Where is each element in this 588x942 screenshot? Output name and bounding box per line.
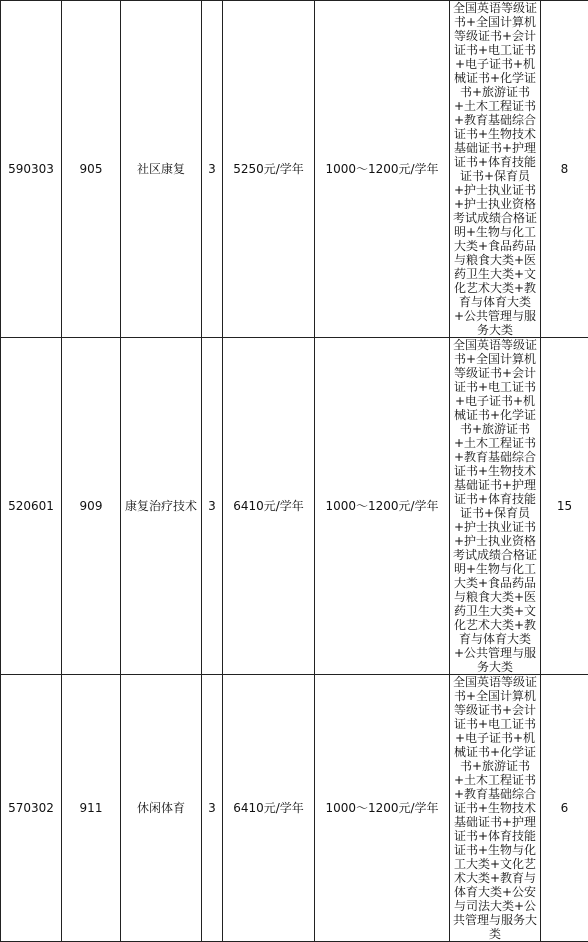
major-name-cell: 康复治疗技术 — [121, 338, 202, 675]
table-row — [1, 1, 588, 338]
plan-count-cell: 15 — [541, 338, 588, 675]
tuition-cell: 6410元/学年 — [223, 675, 315, 942]
tuition-cell: 5250元/学年 — [223, 1, 315, 338]
major-code-cell: 570302 — [1, 675, 62, 942]
table-row — [1, 338, 588, 675]
major-name-cell: 休闲体育 — [121, 675, 202, 942]
plan-count-cell: 8 — [541, 1, 588, 338]
years-cell: 3 — [202, 338, 223, 675]
accommodation-cell: 1000～1200元/学年 — [315, 338, 450, 675]
requirements-cell: 全国英语等级证书+全国计算机等级证书+会计证书+电工证书+电子证书+机械证书+化学证书+旅游证书+土木工程证书+教育基础综合证书+生物技术基础证书+护理证书+体育技能证书+生物与化工大类+文化艺术大类+教育与体育大类+公安与司法大类+公共管理与服务大类 — [450, 675, 541, 942]
table-row — [1, 675, 588, 942]
requirements-cell: 全国英语等级证书+全国计算机等级证书+会计证书+电工证书+电子证书+机械证书+化学证书+旅游证书+土木工程证书+教育基础综合证书+生物技术基础证书+护理证书+体育技能证书+保育员+护士执业证书+护士执业资格考试成绩合格证明+生物与化工大类+食品药品与粮食大类+医药卫生大类+文化艺术大类+教育与体育大类+公共管理与服务大类 — [450, 1, 541, 338]
requirements-cell: 全国英语等级证书+全国计算机等级证书+会计证书+电工证书+电子证书+机械证书+化学证书+旅游证书+土木工程证书+教育基础综合证书+生物技术基础证书+护理证书+体育技能证书+保育员+护士执业证书+护士执业资格考试成绩合格证明+生物与化工大类+食品药品与粮食大类+医药卫生大类+文化艺术大类+教育与体育大类+公共管理与服务大类 — [450, 338, 541, 675]
years-cell: 3 — [202, 675, 223, 942]
school-code-cell: 905 — [62, 1, 121, 338]
major-code-cell: 520601 — [1, 338, 62, 675]
tuition-cell: 6410元/学年 — [223, 338, 315, 675]
major-name-cell: 社区康复 — [121, 1, 202, 338]
plan-count-cell: 6 — [541, 675, 588, 942]
school-code-cell: 911 — [62, 675, 121, 942]
major-code-cell: 590303 — [1, 1, 62, 338]
accommodation-cell: 1000～1200元/学年 — [315, 675, 450, 942]
years-cell: 3 — [202, 1, 223, 338]
accommodation-cell: 1000～1200元/学年 — [315, 1, 450, 338]
school-code-cell: 909 — [62, 338, 121, 675]
